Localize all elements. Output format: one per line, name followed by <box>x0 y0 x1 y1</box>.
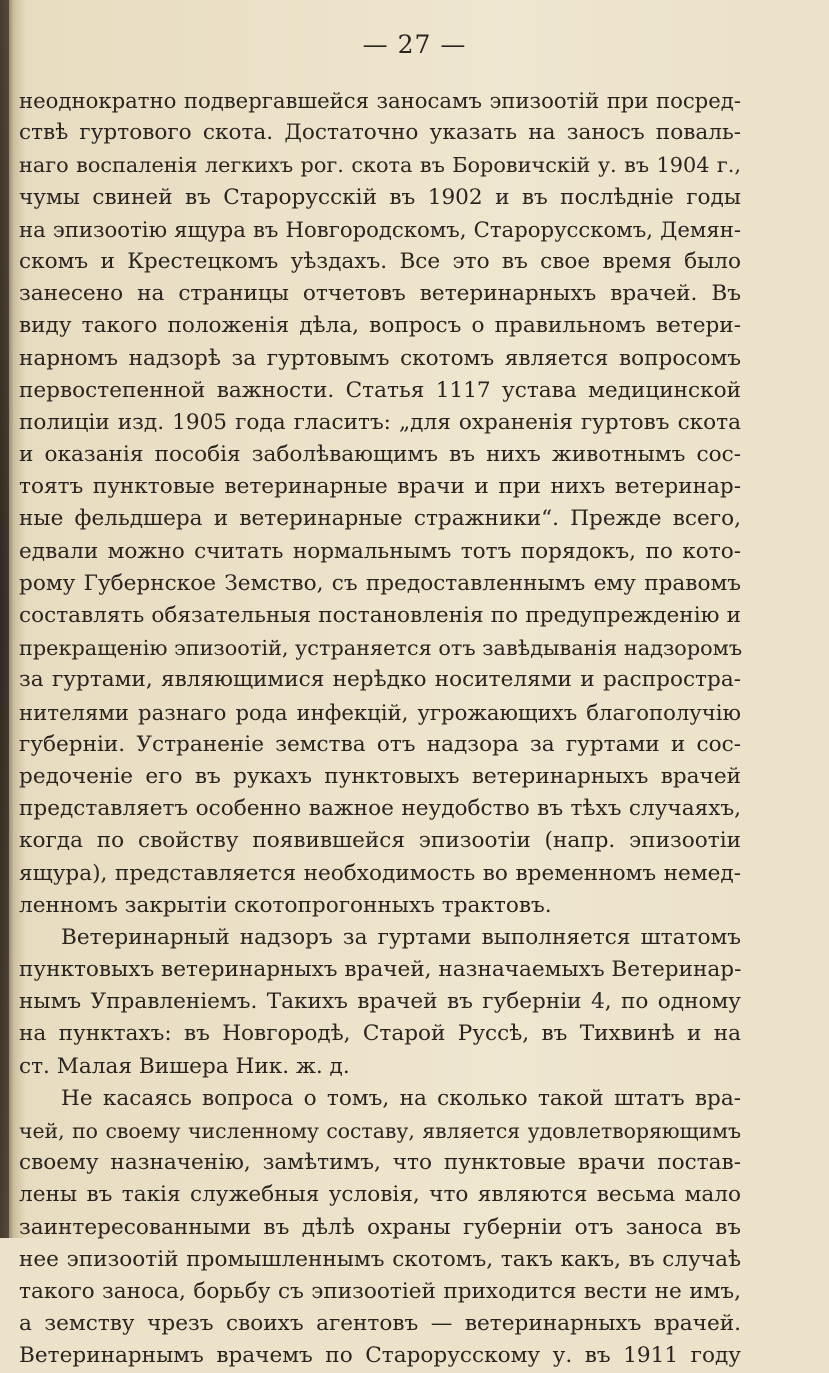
text-line: чумы свиней въ Старорусскій въ 1902 и въ послѣдніе годы <box>19 184 741 210</box>
text-line: представляетъ особенно важное неудобство въ тѣхъ случаяхъ, <box>19 796 741 822</box>
text-line: пунктовыхъ ветеринарныхъ врачей, назначаемыхъ Ветеринар- <box>19 957 742 983</box>
text-line: неоднократно подвергавшейся заносамъ эпизоотій при посред- <box>19 88 741 113</box>
text-line: наго воспаленія легкихъ рог. скота въ Боровичскій у. въ 1904 г., <box>19 153 741 178</box>
text-line: Ветеринарнымъ врачемъ по Старорусскому у. въ 1911 году <box>19 1343 741 1369</box>
text-line: Ветеринарный надзоръ за гуртами выполняется штатомъ <box>61 924 741 950</box>
text-line: составлять обязательныя постановленія по предупрежденію и <box>19 603 741 628</box>
page-number: — 27 — <box>362 30 467 59</box>
text-line: такого заноса, борьбу съ эпизоотіей приходится вести не имъ, <box>19 1278 741 1304</box>
text-line: лены въ такія служебныя условія, что являются весьма мало <box>19 1182 741 1208</box>
text-line: за гуртами, являющимися нерѣдко носителями и распростра- <box>19 667 741 693</box>
text-line: на пунктахъ: въ Новгородѣ, Старой Руссѣ, въ Тихвинѣ и на <box>19 1021 741 1047</box>
text-line: и оказанія пособія заболѣвающимъ въ нихъ животнымъ сос- <box>19 442 741 468</box>
text-line: виду такого положенія дѣла, вопросъ о правильномъ ветери- <box>19 313 741 339</box>
body-text <box>19 85 741 1373</box>
text-line: ствѣ гуртового скота. Достаточно указать на заносъ поваль- <box>19 120 741 146</box>
text-line: нымъ Управленіемъ. Такихъ врачей въ губерніи 4, по одному <box>19 989 741 1015</box>
text-line: ящура), представляется необходимость во временномъ немед- <box>19 860 741 886</box>
text-line: ные фельдшера и ветеринарные стражники“. Прежде всего, <box>19 506 741 532</box>
text-line: прекращенію эпизоотій, устраняется отъ завѣдыванія надзоромъ <box>19 636 743 661</box>
text-line: едвали можно считать нормальнымъ тотъ порядокъ, по кото- <box>19 538 741 564</box>
text-line: нителями разнаго рода инфекцій, угрожающихъ благополучію <box>19 699 741 725</box>
text-line: Не касаясь вопроса о томъ, на сколько такой штатъ вра- <box>61 1085 741 1111</box>
text-line: своему назначенію, замѣтимъ, что пунктовые врачи постав- <box>19 1150 741 1176</box>
text-line: нее эпизоотій промышленнымъ скотомъ, такъ какъ, въ случаѣ <box>19 1246 741 1272</box>
book-spine-shadow <box>0 0 9 1238</box>
text-line: на эпизоотію ящура въ Новгородскомъ, Старорусскомъ, Демян- <box>19 216 741 242</box>
text-line: первостепенной важности. Статья 1117 устава медицинской <box>19 377 741 403</box>
text-line: губерніи. Устраненіе земства отъ надзора за гуртами и сос- <box>19 731 741 757</box>
text-line: рому Губернское Земство, съ предоставленнымъ ему правомъ <box>19 570 741 596</box>
text-line: полиціи изд. 1905 года гласитъ: „для охраненія гуртовъ скота <box>19 409 741 435</box>
text-line: нарномъ надзорѣ за гуртовымъ скотомъ является вопросомъ <box>19 345 741 371</box>
text-line: ленномъ закрытіи скотопрогонныхъ трактовъ. <box>19 892 552 918</box>
text-line: скомъ и Крестецкомъ уѣздахъ. Все это въ свое время было <box>19 248 741 274</box>
text-line: а земству чрезъ своихъ агентовъ — ветеринарныхъ врачей. <box>19 1311 741 1337</box>
text-line: редоченіе его въ рукахъ пунктовыхъ ветеринарныхъ врачей <box>19 763 741 789</box>
text-line: ст. Малая Вишера Ник. ж. д. <box>19 1053 350 1079</box>
text-line: занесено на страницы отчетовъ ветеринарныхъ врачей. Въ <box>19 281 741 307</box>
text-line: чей, по своему численному составу, является удовлетворяющимъ <box>19 1119 741 1143</box>
text-line: заинтересованными въ дѣлѣ охраны губерніи отъ заноса въ <box>19 1214 741 1240</box>
text-line: когда по свойству появившейся эпизоотіи (напр. эпизоотіи <box>19 828 741 854</box>
text-line: тоятъ пунктовые ветеринарные врачи и при нихъ ветеринар- <box>19 474 741 500</box>
